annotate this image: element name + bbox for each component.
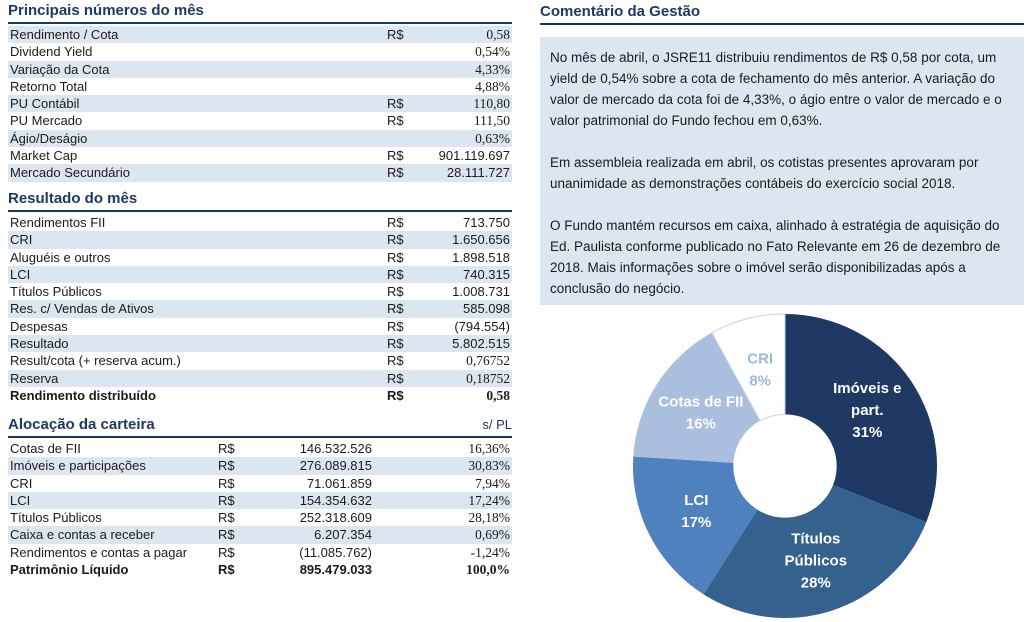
row-currency: R$: [387, 27, 404, 42]
row-label: Imóveis e participações: [10, 458, 146, 474]
row-currency: R$: [387, 370, 404, 386]
table-body: [8, 440, 512, 578]
table-row: [8, 214, 512, 231]
row-label: Patrimônio Líquido: [10, 562, 129, 578]
table-row: [8, 78, 512, 95]
row-percent: 17,24%: [468, 492, 510, 508]
table-row: [8, 561, 512, 578]
pie-label: Cotas de FII 16%: [658, 393, 744, 433]
row-currency: R$: [387, 96, 404, 112]
row-currency: R$: [387, 148, 404, 164]
row-value: 111,50: [473, 113, 510, 129]
pie-label: LCI 17%: [681, 492, 712, 532]
table-row: [8, 26, 512, 43]
table-row: [8, 147, 512, 164]
row-value: 110,80: [473, 96, 510, 112]
row-value: 154.354.632: [299, 492, 372, 508]
row-currency: R$: [387, 353, 404, 369]
row-currency: [387, 43, 417, 60]
row-label: Res. c/ Vendas de Ativos: [10, 301, 154, 317]
row-label: Mercado Secundário: [10, 165, 130, 181]
table-row: [8, 387, 512, 404]
row-label: Result/cota (+ reserva acum.): [10, 353, 181, 369]
section-comentario-da-gestao: [540, 3, 1024, 27]
row-label: Resultado: [10, 336, 69, 352]
pie-label: Títulos Públicos 28%: [784, 530, 848, 592]
table-row: [8, 544, 512, 561]
table-row: [8, 61, 512, 78]
row-value: 901.119.697: [438, 148, 510, 164]
row-value: 585.098: [463, 301, 510, 317]
row-currency: R$: [387, 113, 404, 129]
row-percent: 0,69%: [475, 527, 510, 543]
row-label: Cotas de FII: [10, 441, 81, 456]
table-row: [8, 249, 512, 266]
row-value: (794.554): [454, 318, 510, 334]
row-label: Caixa e contas a receber: [10, 527, 155, 543]
section-title: Resultado do mês: [8, 190, 138, 207]
section-principais-numeros: [8, 2, 512, 182]
management-comment-box: [540, 37, 1024, 305]
row-value: 0,58: [486, 27, 510, 42]
section-title: Comentário da Gestão: [540, 3, 701, 20]
table-row: [8, 509, 512, 526]
row-value: 1.650.656: [452, 232, 510, 248]
row-value: 740.315: [463, 266, 510, 282]
section-header: [8, 190, 512, 212]
table-row: [8, 492, 512, 509]
row-currency: R$: [387, 266, 404, 282]
table-row: [8, 130, 512, 147]
row-value: 276.089.815: [299, 458, 372, 474]
comment-paragraph: O Fundo mantém recursos em caixa, alinhado à estratégia de aquisição do Ed. Paulista conforme publicado no Fato Relevante em 26 de dezembro de 2018. Mais informações sobre o imóvel serão disponibilizadas após a conclusão do negócio.: [550, 218, 1001, 296]
table-body: [8, 214, 512, 404]
row-currency: R$: [387, 165, 404, 181]
row-currency: R$: [218, 475, 235, 491]
table-row: [8, 335, 512, 352]
pie-label: Imóveis e part. 31%: [833, 380, 902, 441]
row-label: Despesas: [10, 318, 68, 334]
row-percent: 100,0%: [466, 562, 510, 578]
row-label: CRI: [10, 232, 33, 248]
row-value: 1.008.731: [452, 284, 510, 300]
table-row: [8, 231, 512, 248]
row-label: PU Mercado: [10, 113, 83, 129]
table-row: [8, 300, 512, 317]
row-currency: [387, 61, 417, 78]
table-row: [8, 283, 512, 300]
section-title: Alocação da carteira: [8, 416, 155, 433]
row-value: 4,88%: [475, 78, 510, 94]
row-value: 6.207.354: [314, 527, 372, 543]
row-value: 0,76752: [466, 353, 510, 369]
row-label: Reserva: [10, 370, 59, 386]
row-label: Rendimentos e contas a pagar: [10, 544, 188, 560]
row-label: Aluguéis e outros: [10, 249, 111, 265]
row-percent: -1,24%: [470, 544, 510, 560]
table-row: [8, 43, 512, 60]
section-header: [8, 2, 512, 24]
row-label: LCI: [10, 492, 31, 508]
table-row: [8, 526, 512, 543]
row-label: Títulos Públicos: [10, 510, 102, 526]
row-value: 28.111.727: [446, 165, 510, 181]
table-row: [8, 95, 512, 112]
row-value: 5.802.515: [452, 336, 510, 352]
donut-chart-svg: [590, 310, 980, 622]
section-title: Principais números do mês: [8, 2, 204, 19]
pie-label: CRI 8%: [747, 350, 774, 390]
row-label: Market Cap: [10, 148, 78, 164]
row-currency: R$: [218, 544, 235, 560]
row-label: PU Contábil: [10, 96, 80, 112]
table-row: [8, 318, 512, 335]
allocation-donut-chart: [590, 310, 980, 622]
row-value: (11.085.762): [299, 544, 372, 560]
table-row: [8, 164, 512, 181]
row-currency: R$: [387, 249, 404, 265]
row-currency: [387, 78, 417, 95]
row-currency: R$: [387, 232, 404, 248]
row-label: Rendimento / Cota: [10, 27, 119, 42]
row-value: 713.750: [463, 215, 510, 230]
table-row: [8, 112, 512, 129]
row-value: 895.479.033: [299, 562, 372, 578]
row-label: Variação da Cota: [10, 61, 110, 77]
row-currency: R$: [387, 284, 404, 300]
row-currency: R$: [387, 336, 404, 352]
row-label: Títulos Públicos: [10, 284, 102, 300]
row-currency: R$: [218, 562, 235, 578]
section-header: [8, 416, 512, 438]
row-percent: 30,83%: [468, 458, 510, 474]
row-currency: R$: [387, 301, 404, 317]
row-value: 0,63%: [475, 130, 510, 146]
row-percent: 7,94%: [475, 475, 510, 491]
row-label: LCI: [10, 266, 31, 282]
column-header-s-pl: s/ PL: [482, 417, 512, 432]
section-alocacao-da-carteira: [8, 416, 512, 578]
section-resultado-do-mes: [8, 190, 512, 404]
row-currency: R$: [387, 215, 404, 230]
row-percent: 16,36%: [468, 441, 510, 456]
table-row: [8, 440, 512, 457]
row-currency: R$: [387, 318, 404, 334]
comment-paragraph: Em assembleia realizada em abril, os cotistas presentes aprovaram por unanimidade as demonstrações contábeis do exercício social 2018.: [550, 155, 979, 191]
row-label: Dividend Yield: [10, 44, 93, 60]
row-value: 0,18752: [466, 370, 510, 386]
table-row: [8, 370, 512, 387]
row-percent: 28,18%: [468, 510, 510, 526]
table-row: [8, 457, 512, 474]
row-value: 4,33%: [475, 61, 510, 77]
row-value: 146.532.526: [299, 441, 372, 456]
row-currency: R$: [387, 387, 404, 403]
table-row: [8, 475, 512, 492]
row-currency: R$: [218, 492, 235, 508]
row-currency: R$: [218, 527, 235, 543]
row-label: Rendimento distribuído: [10, 387, 156, 403]
table-body: [8, 26, 512, 182]
row-value: 252.318.609: [299, 510, 372, 526]
row-currency: R$: [218, 510, 235, 526]
comment-paragraph: No mês de abril, o JSRE11 distribuiu rendimentos de R$ 0,58 por cota, um yield de 0,54% sobre a cota de fechamento do mês anterior. A variação do valor de mercado da cota foi de 4,33%, o ágio entre o valor de mercado e o valor patrimonial do Fundo fechou em 0,63%.: [550, 50, 1002, 128]
row-value: 1.898.518: [452, 249, 510, 265]
row-value: 71.061.859: [306, 475, 372, 491]
row-value: 0,58: [486, 387, 510, 403]
row-currency: R$: [218, 441, 235, 456]
row-currency: R$: [218, 458, 235, 474]
row-currency: [387, 130, 417, 147]
row-value: 0,54%: [475, 44, 510, 60]
section-header: [540, 3, 1024, 25]
row-label: Ágio/Deságio: [10, 130, 88, 146]
row-label: Rendimentos FII: [10, 215, 106, 230]
table-row: [8, 266, 512, 283]
row-label: CRI: [10, 475, 33, 491]
row-label: Retorno Total: [10, 78, 88, 94]
table-row: [8, 352, 512, 369]
